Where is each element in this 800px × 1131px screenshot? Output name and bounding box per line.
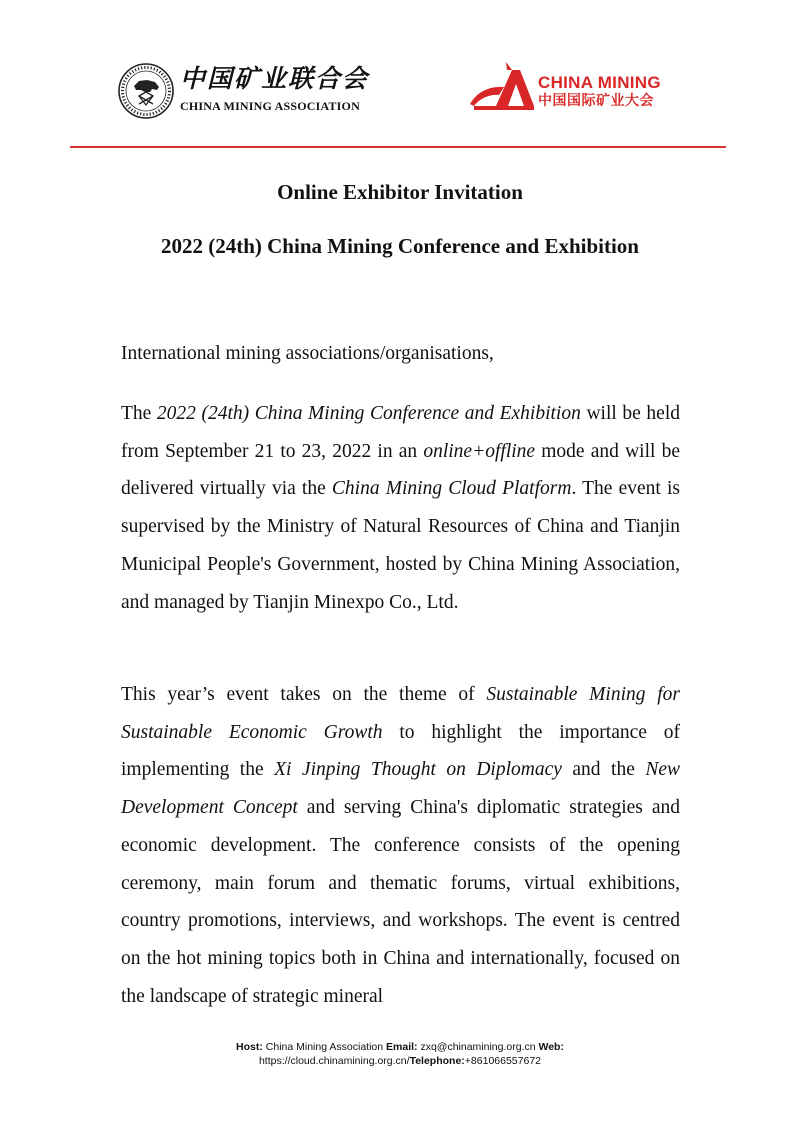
letterhead	[0, 0, 800, 150]
paragraph-text	[121, 395, 680, 621]
footer-web-value: https://cloud.chinamining.org.cn/	[258, 1055, 410, 1067]
italic-diplomacy: Xi Jinping Thought on Diplomacy	[274, 759, 562, 781]
footer-line-1	[0, 1040, 800, 1054]
document-title: Online Exhibitor Invitation	[277, 180, 523, 204]
text-run: and the	[561, 759, 646, 781]
text-run: to highlight the importance of implementing the	[121, 721, 680, 781]
event-title: 2022 (24th) China Mining Conference and Exhibition	[160, 234, 639, 258]
cma-name-en: CHINA MINING ASSOCIATION	[180, 99, 360, 113]
text-run: The	[121, 403, 157, 424]
italic-platform: China Mining Cloud Platform	[331, 478, 572, 500]
china-mining-wordmark	[538, 74, 661, 110]
text-run: will be held from September 21 to 23, 2022 in an	[121, 403, 680, 462]
footer-email-label: Email:	[386, 1041, 418, 1053]
page-footer	[0, 1040, 800, 1068]
italic-event-name: 2022 (24th) China Mining Conference and Exhibition	[156, 403, 581, 424]
footer-host-value: China Mining Association	[262, 1041, 387, 1053]
italic-theme: Sustainable Mining for Sustainable Economic Growth	[121, 684, 680, 743]
text-run: . The event is supervised by the Ministry of Natural Resources of China and Tianjin Municipal People's Government, hosted by China Mining Association, and managed by Tianjin Minexpo Co., Ltd.	[121, 478, 681, 613]
paragraph-text	[121, 676, 680, 1015]
footer-web-label: Web:	[538, 1041, 564, 1053]
footer-email-value: zxq@chinamining.org.cn	[417, 1041, 539, 1053]
text-run: mode and will be delivered virtually via the	[121, 440, 680, 500]
paragraph-event-details	[121, 395, 680, 621]
italic-mode: online+offline	[423, 440, 536, 462]
cma-name-cn: 中国矿业联合会	[180, 64, 370, 93]
text-run: and serving China's diplomatic strategies and economic development. The conference consists of the opening ceremony, main forum and thematic forums, virtual exhibitions, country promotions, interviews, and workshops. The event is centred on the hot mining topics both in China and internationally, focused on the landscape of strategic mineral	[121, 797, 680, 1007]
china-mining-name-en: CHINA MINING	[538, 73, 661, 92]
text-run: This year’s event takes on the theme of	[121, 684, 487, 705]
footer-line-2	[0, 1054, 800, 1068]
china-mining-name-cn: 中国国际矿业大会	[538, 93, 654, 109]
china-mining-association-emblem	[117, 62, 175, 120]
footer-telephone-value: +861066557672	[464, 1055, 542, 1067]
cma-wordmark	[180, 64, 369, 114]
footer-telephone-label: Telephone:	[409, 1055, 465, 1067]
salutation-text: International mining associations/organisations,	[121, 343, 494, 364]
paragraph-event-theme	[121, 676, 680, 1015]
salutation	[121, 335, 680, 373]
footer-host-label: Host:	[236, 1041, 263, 1053]
italic-concept: New Development Concept	[121, 759, 681, 819]
china-mining-logo-icon	[466, 60, 538, 114]
header-divider	[70, 146, 726, 148]
